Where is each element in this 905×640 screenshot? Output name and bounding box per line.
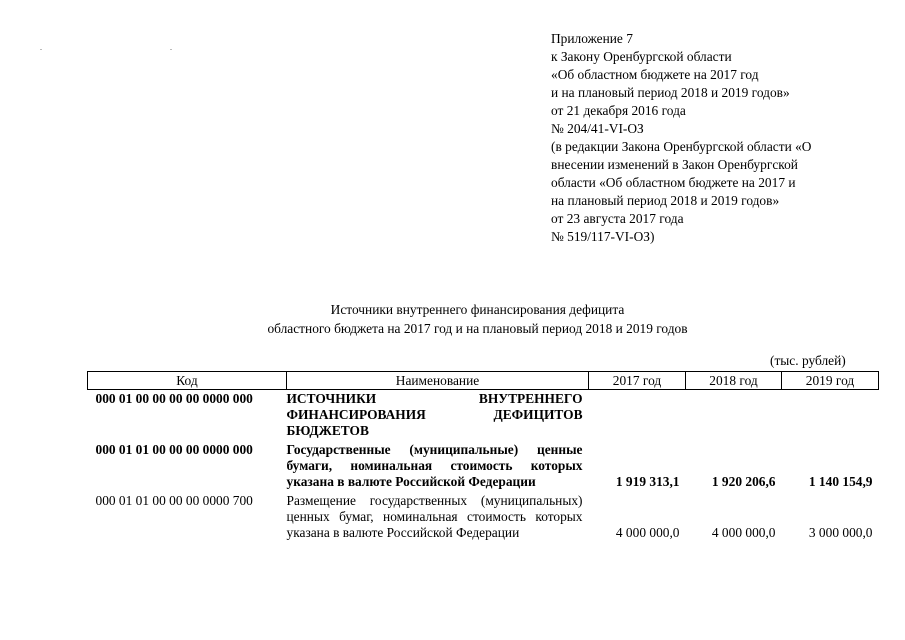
scan-speck [170,49,172,50]
header-name: Наименование [287,372,589,390]
row-value-2018: 4 000 000,0 [711,525,776,540]
row-name: ИСТОЧНИКИ ВНУТРЕННЕГО ФИНАНСИРОВАНИЯ ДЕФИЦИТОВ БЮДЖЕТОВ [286,391,583,438]
appendix-line: области «Об областном бюджете на 2017 и [551,175,796,190]
header-code: Код [88,372,287,390]
financing-sources-table [87,371,879,543]
row-value-2019: 3 000 000,0 [808,525,873,540]
row-value-2017: 4 000 000,0 [615,525,680,540]
appendix-line: и на плановый период 2018 и 2019 годов» [551,85,790,100]
row-value-2018 [686,390,782,442]
table-header-row [88,372,879,390]
appendix-line: «Об областном бюджете на 2017 год [551,67,759,82]
row-value-2018: 1 920 206,6 [711,474,776,489]
header-2019: 2019 год [782,372,879,390]
appendix-line: Приложение 7 [551,31,633,46]
scan-speck [40,49,42,50]
appendix-line: № 519/117-VI-ОЗ) [551,229,655,244]
row-value-2017 [589,390,686,442]
row-value-2019: 1 140 154,9 [808,474,873,489]
appendix-line: (в редакции Закона Оренбургской области «О [551,139,812,154]
row-code: 000 01 00 00 00 00 0000 000 [95,391,253,406]
row-name: Размещение государственных (муниципальных) ценных бумаг, номинальная стоимость которых указана в валюте Российской Федерации [286,493,583,540]
appendix-line: от 21 декабря 2016 года [551,103,686,118]
row-code: 000 01 01 00 00 00 0000 700 [95,493,253,508]
appendix-line: к Закону Оренбургской области [551,49,732,64]
row-value-2019 [782,390,879,442]
table-row [88,441,879,492]
table-row [88,492,879,543]
appendix-line: № 204/41-VI-ОЗ [551,121,644,136]
header-2017: 2017 год [589,372,686,390]
row-value-2017: 1 919 313,1 [615,474,680,489]
header-2018: 2018 год [686,372,782,390]
appendix-line: внесении изменений в Закон Оренбургской [551,157,798,172]
document-title [200,300,755,338]
appendix-line: от 23 августа 2017 года [551,211,684,226]
row-code: 000 01 01 00 00 00 0000 000 [95,442,253,457]
title-line-1: Источники внутреннего финансирования дефицита [330,302,625,317]
title-line-2: областного бюджета на 2017 год и на плановый период 2018 и 2019 годов [267,321,688,336]
appendix-line: на плановый период 2018 и 2019 годов» [551,193,780,208]
row-name: Государственные (муниципальные) ценные бумаги, номинальная стоимость которых указана в валюте Российской Федерации [286,442,583,489]
appendix-header [551,30,851,246]
table-row [88,390,879,442]
units-label: (тыс. рублей) [770,353,846,368]
